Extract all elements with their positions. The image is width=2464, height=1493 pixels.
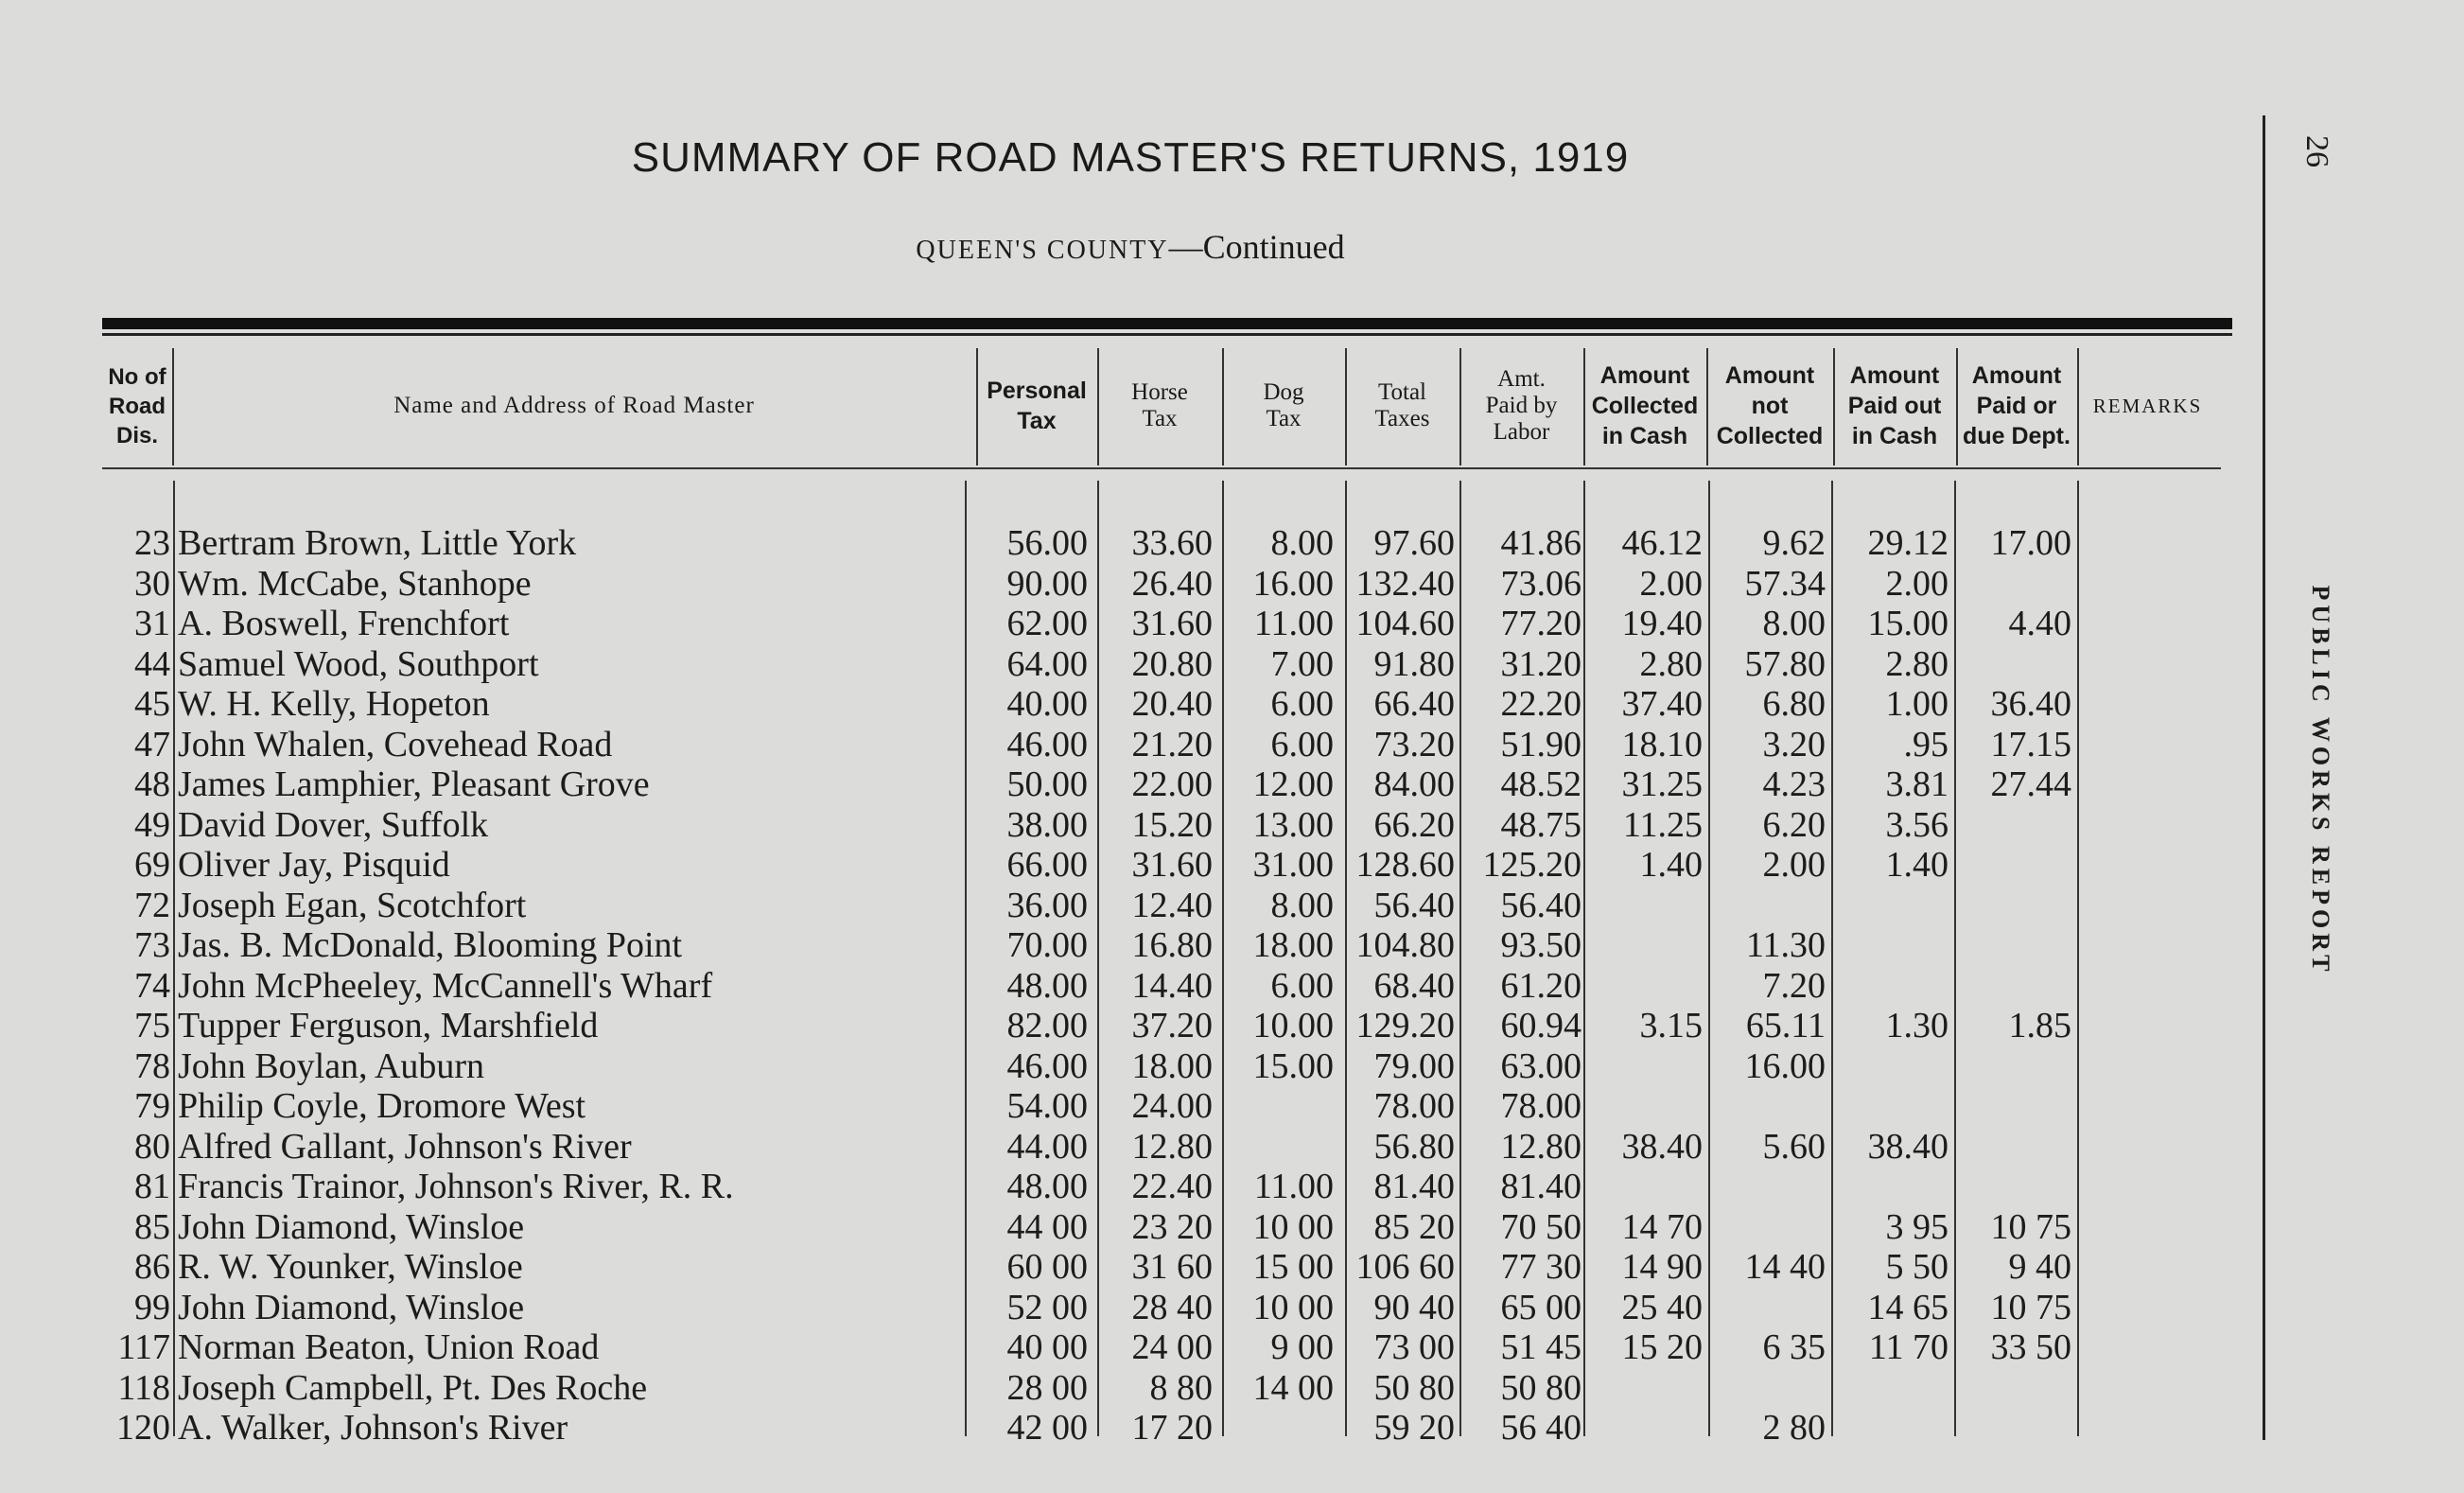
header-rule-thick (102, 318, 2232, 329)
paid-by-labor-cell: 65 00 (1500, 1287, 1582, 1327)
road-district-number: 49 (134, 804, 170, 845)
header-personal-tax: Personal Tax (987, 378, 1087, 434)
personal-tax-cell: 54.00 (1006, 1086, 1088, 1126)
not-collected-cell: 4.23 (1762, 764, 1826, 804)
subtitle-continued: —Continued (1168, 228, 1345, 266)
personal-tax-cell: 38.00 (1006, 804, 1088, 845)
paid-due-dept-cell: 4.40 (2008, 604, 2071, 643)
table-row (0, 1327, 2176, 1367)
horse-tax-cell: 16.80 (1131, 925, 1213, 965)
paid-by-labor-cell: 63.00 (1500, 1045, 1582, 1086)
road-district-number: 74 (134, 965, 170, 1006)
horse-tax-cell: 14.40 (1131, 965, 1213, 1006)
paid-due-dept-cell: 36.40 (1990, 684, 2071, 724)
personal-tax-cell: 50.00 (1006, 764, 1088, 804)
not-collected-cell: 3.20 (1762, 724, 1826, 764)
dog-tax-cell: 18.00 (1252, 925, 1334, 965)
dog-tax-cell: 9 00 (1270, 1327, 1334, 1367)
road-master-name: Joseph Egan, Scotchfort (178, 885, 527, 925)
horse-tax-cell: 20.40 (1131, 684, 1213, 724)
paid-by-labor-cell: 12.80 (1500, 1126, 1582, 1167)
personal-tax-cell: 82.00 (1006, 1006, 1088, 1045)
horse-tax-cell: 31 60 (1131, 1247, 1213, 1287)
total-taxes-cell: 79.00 (1373, 1045, 1455, 1086)
road-district-number: 69 (134, 845, 170, 885)
header-column-divider (1097, 348, 1099, 465)
total-taxes-cell: 78.00 (1373, 1086, 1455, 1126)
dog-tax-cell: 16.00 (1252, 563, 1334, 604)
paid-by-labor-cell: 61.20 (1500, 965, 1582, 1006)
road-master-name: Tupper Ferguson, Marshfield (178, 1006, 599, 1045)
table-row (0, 966, 2176, 1006)
paid-by-labor-cell: 48.75 (1500, 804, 1582, 845)
dog-tax-cell: 11.00 (1253, 604, 1334, 643)
road-district-number: 79 (134, 1086, 170, 1126)
table-row (0, 725, 2176, 764)
road-district-number: 44 (134, 643, 170, 684)
not-collected-cell: 11.30 (1745, 925, 1826, 965)
road-master-name: R. W. Younker, Winsloe (178, 1247, 523, 1287)
paid-out-cash-cell: 15.00 (1867, 604, 1948, 643)
total-taxes-cell: 90 40 (1373, 1287, 1455, 1327)
road-master-name: Alfred Gallant, Johnson's River (178, 1126, 632, 1167)
total-taxes-cell: 50 80 (1373, 1367, 1455, 1408)
dog-tax-cell: 8.00 (1270, 885, 1334, 925)
margin-rule (2263, 115, 2265, 1440)
horse-tax-cell: 8 80 (1149, 1367, 1213, 1408)
dog-tax-cell: 31.00 (1252, 845, 1334, 885)
total-taxes-cell: 104.60 (1355, 604, 1455, 643)
paid-due-dept-cell: 10 75 (1990, 1206, 2071, 1247)
not-collected-cell: 14 40 (1744, 1247, 1826, 1287)
horse-tax-cell: 18.00 (1131, 1045, 1213, 1086)
dog-tax-cell: 6.00 (1270, 684, 1334, 724)
header-column-divider (976, 348, 978, 465)
collected-cash-cell: 25 40 (1621, 1287, 1703, 1327)
paid-due-dept-cell: 9 40 (2008, 1247, 2071, 1287)
table-row (0, 564, 2176, 604)
personal-tax-cell: 60 00 (1006, 1247, 1088, 1287)
paid-by-labor-cell: 77.20 (1500, 604, 1582, 643)
paid-by-labor-cell: 56.40 (1500, 885, 1582, 925)
paid-by-labor-cell: 77 30 (1500, 1247, 1582, 1287)
header-remarks: REMARKS (2092, 395, 2203, 417)
road-district-number: 120 (116, 1408, 170, 1448)
running-head: PUBLIC WORKS REPORT (2307, 585, 2334, 976)
road-master-name: W. H. Kelly, Hopeton (178, 684, 490, 724)
paid-by-labor-cell: 51.90 (1500, 724, 1582, 764)
road-district-number: 47 (134, 724, 170, 764)
total-taxes-cell: 56.40 (1373, 885, 1455, 925)
total-taxes-cell: 66.20 (1373, 804, 1455, 845)
personal-tax-cell: 66.00 (1006, 845, 1088, 885)
horse-tax-cell: 22.40 (1131, 1167, 1213, 1206)
personal-tax-cell: 42 00 (1006, 1408, 1088, 1448)
header-column-divider (1459, 348, 1461, 465)
header-column-divider (1833, 348, 1835, 465)
total-taxes-cell: 68.40 (1373, 965, 1455, 1006)
header-road-no: No of Road Dis. (108, 363, 166, 448)
table-row (0, 1368, 2176, 1408)
road-master-name: Oliver Jay, Pisquid (178, 845, 450, 885)
road-district-number: 30 (134, 563, 170, 604)
total-taxes-cell: 84.00 (1373, 764, 1455, 804)
table-row (0, 644, 2176, 684)
horse-tax-cell: 21.20 (1131, 724, 1213, 764)
table-row (0, 1247, 2176, 1287)
not-collected-cell: 2.00 (1762, 845, 1826, 885)
total-taxes-cell: 73 00 (1373, 1327, 1455, 1367)
total-taxes-cell: 66.40 (1373, 684, 1455, 724)
not-collected-cell: 5.60 (1762, 1126, 1826, 1167)
header-column-divider (1222, 348, 1224, 465)
table-row (0, 805, 2176, 845)
header-total-taxes: Total Taxes (1374, 379, 1430, 431)
road-master-name: John Diamond, Winsloe (178, 1287, 525, 1327)
road-master-name: Samuel Wood, Southport (178, 643, 539, 684)
page-title: SUMMARY OF ROAD MASTER'S RETURNS, 1919 (631, 134, 1630, 181)
paid-by-labor-cell: 48.52 (1500, 764, 1582, 804)
road-district-number: 48 (134, 764, 170, 804)
horse-tax-cell: 31.60 (1131, 845, 1213, 885)
paid-out-cash-cell: 14 65 (1867, 1287, 1948, 1327)
horse-tax-cell: 12.80 (1131, 1126, 1213, 1167)
header-paid-due-dept: Amount Paid or due Dept. (1963, 362, 2071, 449)
total-taxes-cell: 129.20 (1355, 1006, 1455, 1045)
road-district-number: 75 (134, 1006, 170, 1045)
table-row (0, 1207, 2176, 1247)
paid-by-labor-cell: 73.06 (1500, 563, 1582, 604)
header-column-divider (1583, 348, 1585, 465)
header-not-collected: Amount not Collected (1716, 362, 1824, 449)
horse-tax-cell: 24.00 (1131, 1086, 1213, 1126)
personal-tax-cell: 52 00 (1006, 1287, 1088, 1327)
paid-by-labor-cell: 81.40 (1500, 1167, 1582, 1206)
personal-tax-cell: 40.00 (1006, 684, 1088, 724)
table-row (0, 1006, 2176, 1045)
not-collected-cell: 9.62 (1762, 523, 1826, 563)
dog-tax-cell: 7.00 (1270, 643, 1334, 684)
dog-tax-cell: 10 00 (1252, 1206, 1334, 1247)
paid-due-dept-cell: 10 75 (1990, 1287, 2071, 1327)
road-master-name: Norman Beaton, Union Road (178, 1327, 600, 1367)
header-dog-tax: Dog Tax (1263, 379, 1304, 431)
header-column-divider (1345, 348, 1347, 465)
total-taxes-cell: 91.80 (1373, 643, 1455, 684)
table-row (0, 523, 2176, 563)
road-district-number: 72 (134, 885, 170, 925)
paid-by-labor-cell: 56 40 (1500, 1408, 1582, 1448)
table-row (0, 1408, 2176, 1448)
horse-tax-cell: 37.20 (1131, 1006, 1213, 1045)
total-taxes-cell: 56.80 (1373, 1126, 1455, 1167)
header-rule-thin (102, 333, 2232, 336)
road-district-number: 99 (134, 1287, 170, 1327)
paid-by-labor-cell: 31.20 (1500, 643, 1582, 684)
road-master-name: A. Walker, Johnson's River (178, 1408, 568, 1448)
dog-tax-cell: 12.00 (1252, 764, 1334, 804)
road-district-number: 73 (134, 925, 170, 965)
paid-by-labor-cell: 93.50 (1500, 925, 1582, 965)
paid-out-cash-cell: 11 70 (1868, 1327, 1948, 1367)
horse-tax-cell: 20.80 (1131, 643, 1213, 684)
road-master-name: John McPheeley, McCannell's Wharf (178, 965, 713, 1006)
total-taxes-cell: 128.60 (1355, 845, 1455, 885)
paid-due-dept-cell: 27.44 (1990, 764, 2071, 804)
paid-out-cash-cell: 1.40 (1885, 845, 1948, 885)
road-master-name: John Whalen, Covehead Road (178, 724, 613, 764)
road-master-name: A. Boswell, Frenchfort (178, 604, 510, 643)
total-taxes-cell: 104.80 (1355, 925, 1455, 965)
collected-cash-cell: 38.40 (1621, 1126, 1703, 1167)
personal-tax-cell: 46.00 (1006, 1045, 1088, 1086)
horse-tax-cell: 17 20 (1131, 1408, 1213, 1448)
collected-cash-cell: 46.12 (1621, 523, 1703, 563)
collected-cash-cell: 2.80 (1639, 643, 1703, 684)
collected-cash-cell: 1.40 (1639, 845, 1703, 885)
collected-cash-cell: 14 90 (1621, 1247, 1703, 1287)
table-row (0, 684, 2176, 724)
table-row (0, 764, 2176, 804)
collected-cash-cell: 11.25 (1622, 804, 1703, 845)
personal-tax-cell: 46.00 (1006, 724, 1088, 764)
paid-due-dept-cell: 17.00 (1990, 523, 2071, 563)
personal-tax-cell: 40 00 (1006, 1327, 1088, 1367)
collected-cash-cell: 18.10 (1621, 724, 1703, 764)
road-master-name: Philip Coyle, Dromore West (178, 1086, 586, 1126)
table-row (0, 1127, 2176, 1167)
personal-tax-cell: 48.00 (1006, 1167, 1088, 1206)
personal-tax-cell: 90.00 (1006, 563, 1088, 604)
horse-tax-cell: 22.00 (1131, 764, 1213, 804)
collected-cash-cell: 2.00 (1639, 563, 1703, 604)
page-number: 26 (2299, 135, 2334, 167)
collected-cash-cell: 14 70 (1621, 1206, 1703, 1247)
collected-cash-cell: 31.25 (1621, 764, 1703, 804)
personal-tax-cell: 36.00 (1006, 885, 1088, 925)
header-column-divider (2077, 348, 2079, 465)
total-taxes-cell: 81.40 (1373, 1167, 1455, 1206)
horse-tax-cell: 31.60 (1131, 604, 1213, 643)
header-paid-by-labor: Amt. Paid by Labor (1485, 366, 1558, 445)
horse-tax-cell: 28 40 (1131, 1287, 1213, 1327)
collected-cash-cell: 3.15 (1639, 1006, 1703, 1045)
table-row (0, 886, 2176, 925)
total-taxes-cell: 59 20 (1373, 1408, 1455, 1448)
total-taxes-cell: 73.20 (1373, 724, 1455, 764)
header-column-divider (1706, 348, 1708, 465)
road-district-number: 23 (134, 523, 170, 563)
road-master-name: John Boylan, Auburn (178, 1045, 485, 1086)
personal-tax-cell: 44 00 (1006, 1206, 1088, 1247)
column-header-rule (102, 467, 2221, 469)
horse-tax-cell: 24 00 (1131, 1327, 1213, 1367)
paid-out-cash-cell: 3.81 (1885, 764, 1948, 804)
subtitle-county: QUEEN'S COUNTY (916, 236, 1169, 265)
road-master-name: Joseph Campbell, Pt. Des Roche (178, 1367, 648, 1408)
dog-tax-cell: 11.00 (1253, 1167, 1334, 1206)
table-row (0, 925, 2176, 965)
paid-out-cash-cell: 29.12 (1867, 523, 1948, 563)
road-master-name: Jas. B. McDonald, Blooming Point (178, 925, 683, 965)
road-district-number: 85 (134, 1206, 170, 1247)
header-name-address: Name and Address of Road Master (393, 393, 755, 418)
table-row (0, 1046, 2176, 1086)
road-district-number: 80 (134, 1126, 170, 1167)
table-row (0, 604, 2176, 643)
horse-tax-cell: 26.40 (1131, 563, 1213, 604)
collected-cash-cell: 19.40 (1621, 604, 1703, 643)
paid-by-labor-cell: 70 50 (1500, 1206, 1582, 1247)
not-collected-cell: 65.11 (1745, 1006, 1826, 1045)
not-collected-cell: 57.80 (1744, 643, 1826, 684)
table-row (0, 1086, 2176, 1126)
not-collected-cell: 6 35 (1762, 1327, 1826, 1367)
header-horse-tax: Horse Tax (1131, 379, 1188, 431)
dog-tax-cell: 13.00 (1252, 804, 1334, 845)
personal-tax-cell: 70.00 (1006, 925, 1088, 965)
paid-out-cash-cell: 2.80 (1885, 643, 1948, 684)
road-master-name: James Lamphier, Pleasant Grove (178, 764, 650, 804)
road-master-name: Wm. McCabe, Stanhope (178, 563, 532, 604)
total-taxes-cell: 85 20 (1373, 1206, 1455, 1247)
paid-out-cash-cell: .95 (1903, 724, 1948, 764)
personal-tax-cell: 48.00 (1006, 965, 1088, 1006)
header-column-divider (1956, 348, 1958, 465)
horse-tax-cell: 33.60 (1131, 523, 1213, 563)
not-collected-cell: 2 80 (1762, 1408, 1826, 1448)
road-district-number: 118 (117, 1367, 170, 1408)
road-master-name: David Dover, Suffolk (178, 804, 489, 845)
paid-by-labor-cell: 41.86 (1500, 523, 1582, 563)
paid-due-dept-cell: 1.85 (2008, 1006, 2071, 1045)
collected-cash-cell: 15 20 (1621, 1327, 1703, 1367)
paid-out-cash-cell: 5 50 (1885, 1247, 1948, 1287)
dog-tax-cell: 6.00 (1270, 965, 1334, 1006)
paid-out-cash-cell: 2.00 (1885, 563, 1948, 604)
personal-tax-cell: 64.00 (1006, 643, 1088, 684)
paid-by-labor-cell: 125.20 (1482, 845, 1582, 885)
paid-out-cash-cell: 3.56 (1885, 804, 1948, 845)
total-taxes-cell: 132.40 (1355, 563, 1455, 604)
horse-tax-cell: 23 20 (1131, 1206, 1213, 1247)
paid-out-cash-cell: 1.00 (1885, 684, 1948, 724)
dog-tax-cell: 10 00 (1252, 1287, 1334, 1327)
paid-out-cash-cell: 38.40 (1867, 1126, 1948, 1167)
dog-tax-cell: 15.00 (1252, 1045, 1334, 1086)
personal-tax-cell: 44.00 (1006, 1126, 1088, 1167)
road-master-name: Francis Trainor, Johnson's River, R. R. (178, 1167, 734, 1206)
road-district-number: 117 (117, 1327, 170, 1367)
dog-tax-cell: 8.00 (1270, 523, 1334, 563)
paid-out-cash-cell: 1.30 (1885, 1006, 1948, 1045)
dog-tax-cell: 10.00 (1252, 1006, 1334, 1045)
table-row (0, 1288, 2176, 1327)
dog-tax-cell: 14 00 (1252, 1367, 1334, 1408)
paid-by-labor-cell: 60.94 (1500, 1006, 1582, 1045)
personal-tax-cell: 62.00 (1006, 604, 1088, 643)
not-collected-cell: 7.20 (1762, 965, 1826, 1006)
paid-out-cash-cell: 3 95 (1885, 1206, 1948, 1247)
road-master-name: Bertram Brown, Little York (178, 523, 577, 563)
table-row (0, 1167, 2176, 1206)
header-paid-out-cash: Amount Paid out in Cash (1847, 362, 1942, 449)
road-district-number: 86 (134, 1247, 170, 1287)
total-taxes-cell: 106 60 (1355, 1247, 1455, 1287)
header-column-divider (172, 348, 174, 465)
dog-tax-cell: 6.00 (1270, 724, 1334, 764)
road-master-name: John Diamond, Winsloe (178, 1206, 525, 1247)
collected-cash-cell: 37.40 (1621, 684, 1703, 724)
dog-tax-cell: 15 00 (1252, 1247, 1334, 1287)
road-district-number: 78 (134, 1045, 170, 1086)
not-collected-cell: 8.00 (1762, 604, 1826, 643)
not-collected-cell: 6.20 (1762, 804, 1826, 845)
paid-due-dept-cell: 17.15 (1990, 724, 2071, 764)
total-taxes-cell: 97.60 (1373, 523, 1455, 563)
page-subtitle (0, 227, 2261, 267)
not-collected-cell: 16.00 (1744, 1045, 1826, 1086)
not-collected-cell: 57.34 (1744, 563, 1826, 604)
paid-by-labor-cell: 78.00 (1500, 1086, 1582, 1126)
personal-tax-cell: 56.00 (1006, 523, 1088, 563)
not-collected-cell: 6.80 (1762, 684, 1826, 724)
header-collected-cash: Amount Collected in Cash (1591, 362, 1699, 449)
horse-tax-cell: 15.20 (1131, 804, 1213, 845)
horse-tax-cell: 12.40 (1131, 885, 1213, 925)
road-district-number: 81 (134, 1167, 170, 1206)
paid-by-labor-cell: 50 80 (1500, 1367, 1582, 1408)
table-row (0, 845, 2176, 885)
road-district-number: 31 (134, 604, 170, 643)
paid-by-labor-cell: 22.20 (1500, 684, 1582, 724)
personal-tax-cell: 28 00 (1006, 1367, 1088, 1408)
paid-by-labor-cell: 51 45 (1500, 1327, 1582, 1367)
paid-due-dept-cell: 33 50 (1990, 1327, 2071, 1367)
road-district-number: 45 (134, 684, 170, 724)
